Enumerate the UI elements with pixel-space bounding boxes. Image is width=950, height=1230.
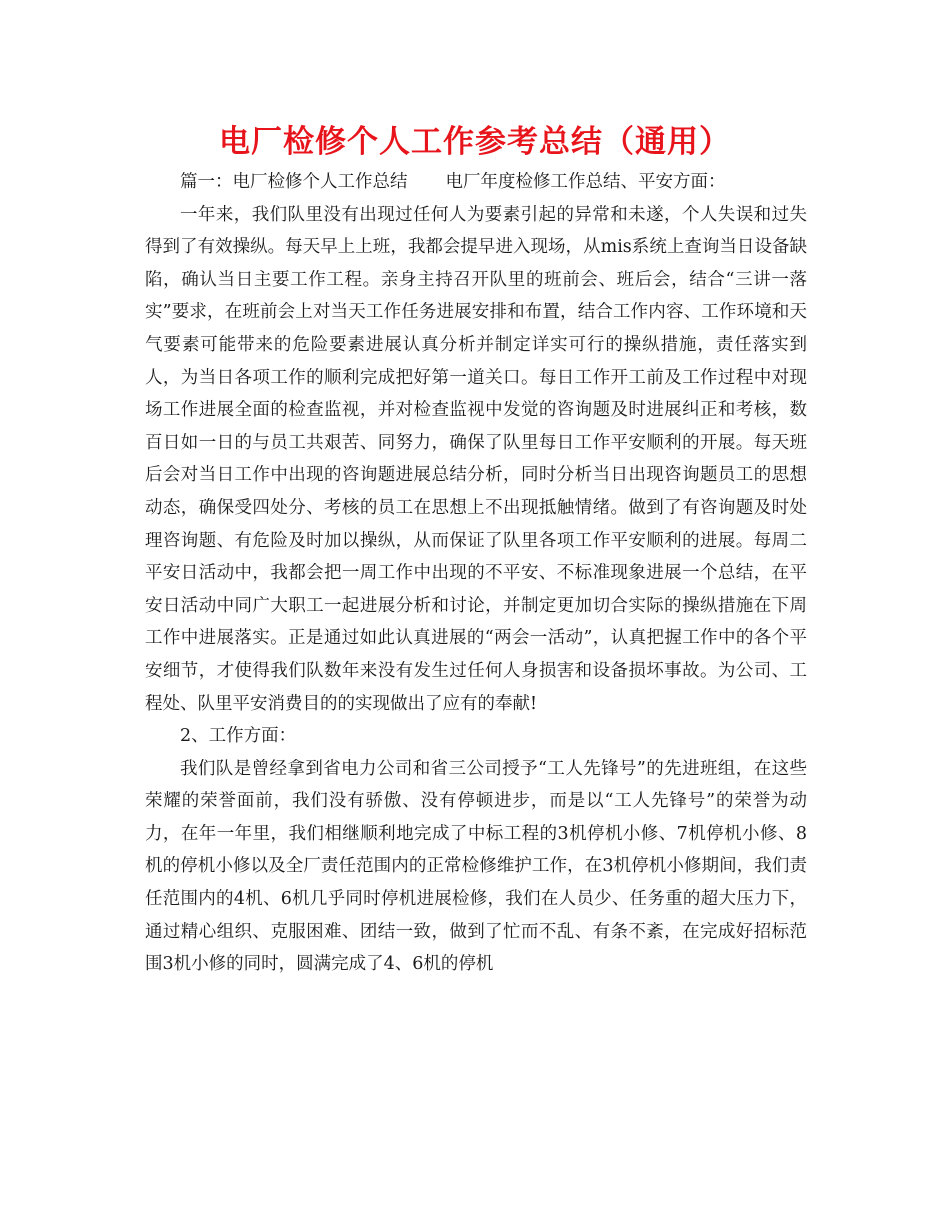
paragraph-work: 我们队是曾经拿到省电力公司和省三公司授予“工人先锋号”的先进班组，在这些荣耀的荣誉面前，我们没有骄傲、没有停顿进步，而是以“工人先锋号”的荣誉为动力，在年一年里，我们相继顺利地完成了中标工程的3机停机小修、7机停机小修、8机的停机小修以及全厂责任范围内的正常检修维护工作，在3机停机小修期间，我们责任范围内的4机、6机几乎同时停机进展检修，我们在人员少、任务重的超大压力下，通过精心组织、克服困难、团结一致，做到了忙而不乱、有条不紊，在完成好招标范围3机小修的同时，圆满完成了4、6机的停机: [145, 758, 807, 975]
document-title: 电厂检修个人工作参考总结（通用）: [219, 124, 731, 160]
subhead-part-1: 篇一：电厂检修个人工作总结: [180, 172, 408, 192]
section-subhead: [145, 166, 807, 199]
paragraph-safety: 一年来，我们队里没有出现过任何人为要素引起的异常和未遂，个人失误和过失得到了有效操纵。每天早上上班，我都会提早进入现场，从mis系统上查询当日设备缺陷，确认当日主要工作工程。亲身主持召开队里的班前会、班后会，结合“三讲一落实”要求，在班前会上对当天工作任务进展安排和布置，结合工作内容、工作环境和天气要素可能带来的危险要素进展认真分析并制定详实可行的操纵措施，责任落实到人，为当日各项工作的顺利完成把好第一道关口。每日工作开工前及工作过程中对现场工作进展全面的检查监视，并对检查监视中发觉的咨询题及时进展纠正和考核，数百日如一日的与员工共艰苦、同努力，确保了队里每日工作平安顺利的开展。每天班后会对当日工作中出现的咨询题进展总结分析，同时分析当日出现咨询题员工的思想动态，确保受四处分、考核的员工在思想上不出现抵触情绪。做到了有咨询题及时处理咨询题、有危险及时加以操纵，从而保证了队里各项工作平安顺利的进展。每周二平安日活动中，我都会把一周工作中出现的不平安、不标准现象进展一个总结，在平安日活动中同广大职工一起进展分析和讨论，并制定更加切合实际的操纵措施在下周工作中进展落实。正是通过如此认真进展的“两会一活动”，认真把握工作中的各个平安细节，才使得我们队数年来没有发生过任何人身损害和设备损坏事故。为公司、工程处、队里平安消费目的的实现做出了应有的奉献!: [145, 204, 807, 714]
section-2-heading: 2、工作方面：: [180, 726, 297, 747]
subhead-part-2: 电厂年度检修工作总结、平安方面：: [445, 172, 726, 192]
document-body: [145, 166, 807, 981]
